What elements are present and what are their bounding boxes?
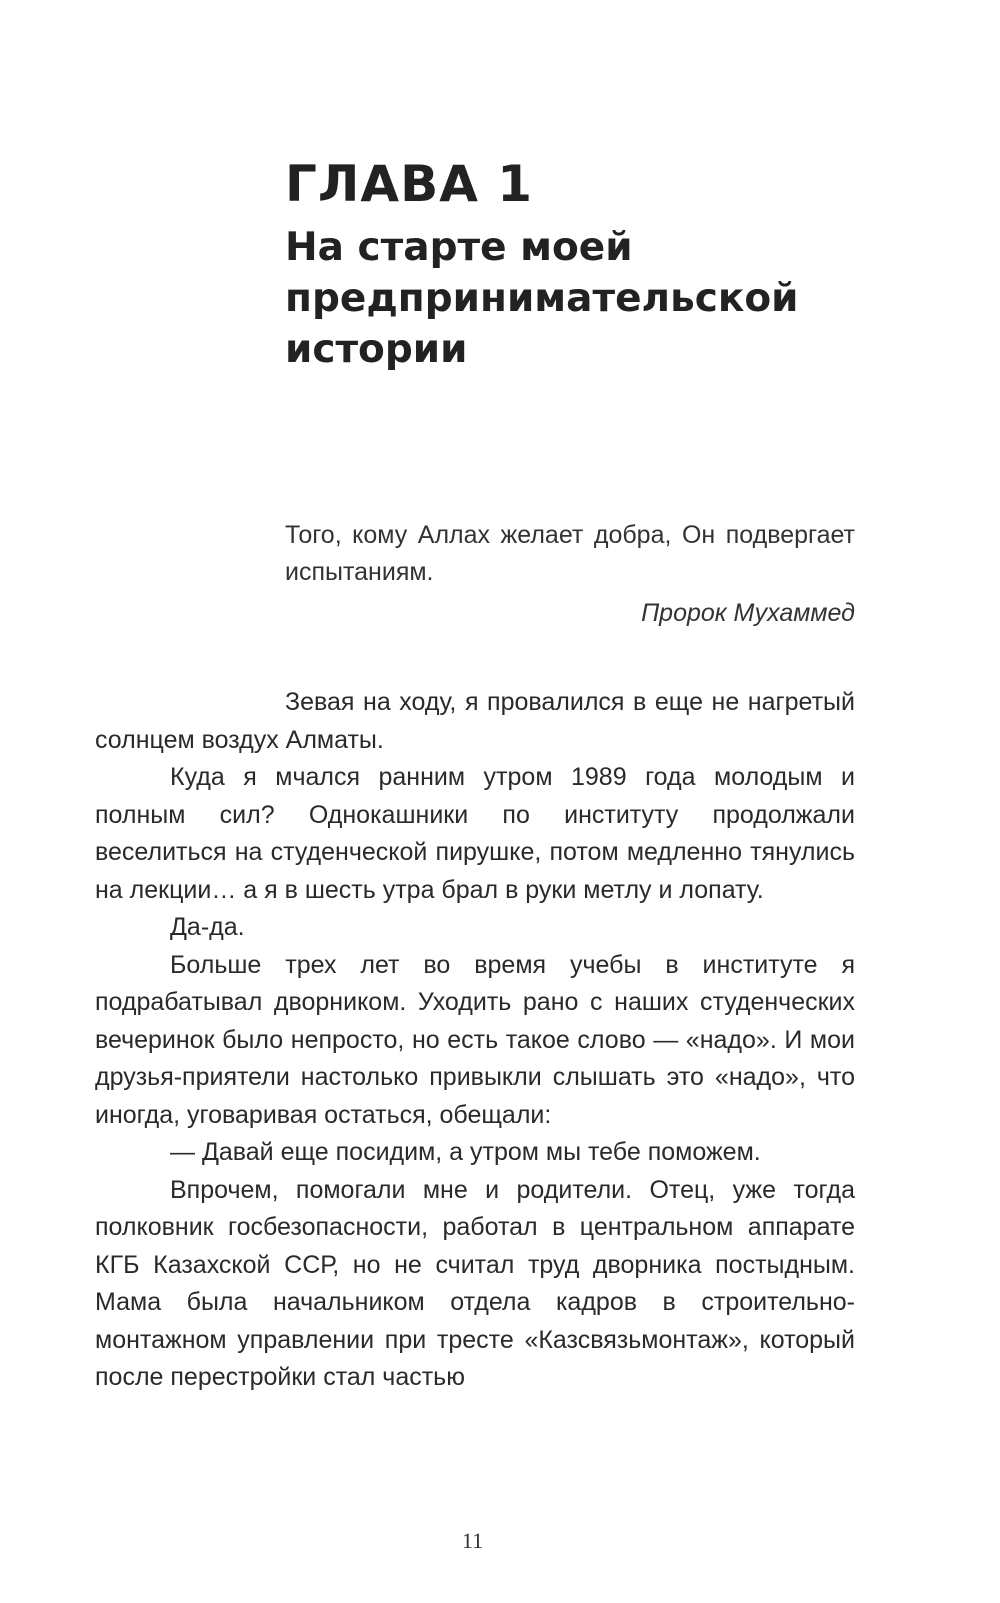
paragraph: — Давай еще посидим, а утром мы тебе поможем. bbox=[170, 1138, 761, 1166]
paragraph: Зевая на ходу, я провалился в еще не нагретый солнцем воздух Алматы. bbox=[95, 688, 855, 754]
chapter-title: На старте моей предпринимательской истории bbox=[285, 225, 799, 372]
body-text bbox=[95, 684, 855, 1397]
paragraph: Больше трех лет во время учебы в институте я подрабатывал дворником. Уходить рано с наших студенческих вечеринок было непросто, но есть такое слово — «надо». И мои друзья-приятели настолько привыкли слышать это «надо», что иногда, уговаривая остаться, обещали: bbox=[95, 950, 855, 1129]
epigraph-text: Того, кому Аллах желает добра, Он подвергает испытаниям. bbox=[285, 521, 855, 586]
epigraph bbox=[285, 517, 855, 632]
epigraph-author: Пророк Мухаммед bbox=[641, 599, 855, 627]
paragraph: Впрочем, помогали мне и родители. Отец, уже тогда полковник госбезопасности, работал в центральном аппарате КГБ Казахской ССР, но не считал труд дворника постыдным. Мама была начальником отдела кадров в строительно-монтажном управлении при тресте «Казсвязьмонтаж», который после перестройки стал частью bbox=[95, 1175, 855, 1391]
page-number: 11 bbox=[461, 1528, 484, 1553]
paragraph: Куда я мчался ранним утром 1989 года молодым и полным сил? Однокашники по институту продолжали веселиться на студенческой пирушке, потом медленно тянулись на лекции… а я в шесть утра брал в руки метлу и лопату. bbox=[95, 763, 855, 904]
paragraph: Да-да. bbox=[170, 913, 245, 941]
chapter-number: ГЛАВА 1 bbox=[285, 155, 534, 213]
